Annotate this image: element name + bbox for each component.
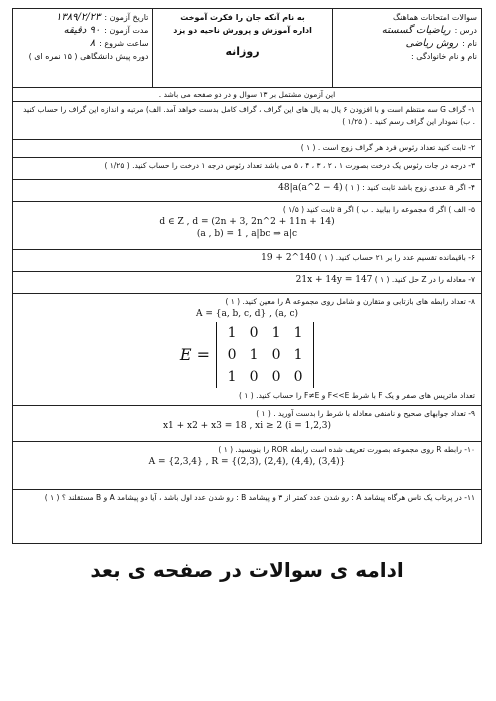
subject-value: ریاضیات گسسته <box>381 25 451 36</box>
matrix-cell: 0 <box>227 347 237 363</box>
question-10-formula: A = {2,3,4} , R = {(2,3), (2,4), (4,4), (3,4)} <box>148 457 346 467</box>
question-11-text: ۱۱- در پرتاب یک تاس هرگاه پیشامد A : رو شدن عدد کمتر از ۳ و پیشامد B : رو شدن عدد اول باشد ، آیا دو پیشامد A و B مستقلند ؟ ( ۱ ) <box>44 493 475 502</box>
question-5-text: ۵- الف ) اگر d مجموعه را بیابید . ب ) اگر a ثابت کنید ( ۱/۵ ) <box>282 205 475 214</box>
header-left-panel <box>13 9 152 87</box>
matrix-cell: 1 <box>293 325 303 341</box>
question-4 <box>12 180 482 202</box>
matrix-cell: 1 <box>227 369 237 385</box>
question-1-text: ۱- گراف G سه منتظم است و با افزودن ۶ یال به یال های این گراف ، گراف کامل بدست خواهد آمد. الف) مرتبه و اندازه این گراف را حساب کنید . ب) نمودار این گراف رسم کنید . ( ۱/۲۵ ) <box>23 105 475 126</box>
matrix-e-grid <box>216 322 314 388</box>
date-row <box>17 11 148 24</box>
matrix-cell: 0 <box>293 369 303 385</box>
question-3 <box>12 158 482 180</box>
question-6 <box>12 250 482 272</box>
question-5 <box>12 202 482 250</box>
duration-row <box>17 24 148 37</box>
subject-row <box>337 24 477 37</box>
start-row <box>17 37 148 50</box>
date-value: ۱۳۸۹/۲/۲۳ <box>55 12 101 23</box>
question-7-formula: 21x + 14y = 147 <box>295 275 373 285</box>
question-8-set: A = {a, b, c, d} , (a, c) <box>195 309 299 319</box>
matrix-cell: 1 <box>293 347 303 363</box>
question-4-text: ۴- اگر a عددی زوج باشد ثابت کنید : ( ۱ ) <box>345 183 475 192</box>
teacher-label: نام : <box>462 39 477 48</box>
question-8b-text: تعداد ماتریس های صفر و یک F با شرط F<<E و F≠E را حساب کنید. ( ۱ ) <box>239 391 475 400</box>
grade-label: دوره پیش دانشگاهی ( ۱۵ نمره ای ) <box>28 52 149 61</box>
question-7 <box>12 272 482 294</box>
question-2-text: ۲- ثابت کنید تعداد رئوس فرد هر گراف زوج است . ( ۱ ) <box>300 143 475 152</box>
matrix-cell: 1 <box>271 325 281 341</box>
session-type: روزانه <box>225 45 260 58</box>
duration-label: مدت آزمون : <box>104 26 149 35</box>
header-middle-panel <box>152 9 331 87</box>
matrix-cell: 0 <box>249 325 259 341</box>
subject-label: درس : <box>454 26 477 35</box>
matrix-cell: 1 <box>227 325 237 341</box>
school-line: سوالات امتحانات هماهنگ <box>392 13 477 22</box>
question-6-formula: 19 + 2^140 <box>261 253 317 263</box>
question-3-text: ۳- درجه در جات رئوس یک درخت بصورت ۱ ، ۲ ، ۳ ، ۴ ، ۵ می باشد تعداد رئوس درجه ۱ درخت را حساب کنید. ( ۱/۲۵ ) <box>104 161 475 170</box>
teacher-row <box>337 37 477 50</box>
exam-header <box>12 8 482 88</box>
header-right-panel <box>332 9 481 87</box>
matrix-e <box>19 322 475 388</box>
basmala-line: به نام آنکه جان را فکرت آموخت <box>180 13 305 22</box>
question-8-text: ۸- تعداد رابطه های بازتابی و متقارن و شامل روی مجموعه A را معین کنید. ( ۱ ) <box>225 297 475 306</box>
matrix-e-label: E = <box>179 345 211 364</box>
matrix-cell: 0 <box>271 347 281 363</box>
exam-sheet <box>12 8 482 582</box>
teacher-value: روش ریاضی <box>405 38 459 49</box>
matrix-cell: 0 <box>249 369 259 385</box>
question-8 <box>12 294 482 406</box>
continued-next-page: ادامه ی سوالات در صفحه ی بعد <box>90 558 404 582</box>
question-9 <box>12 406 482 442</box>
start-label: ساعت شروع : <box>99 39 149 48</box>
exam-info-bar: این آزمون مشتمل بر ۱۳ سوال و در دو صفحه می باشد . <box>12 88 482 102</box>
question-6-text: ۶- باقیمانده تقسیم عدد را بر ۲۱ حساب کنید. ( ۱ ) <box>318 253 475 262</box>
question-2 <box>12 140 482 158</box>
question-1 <box>12 102 482 140</box>
question-11 <box>12 490 482 544</box>
question-10-text: ۱۰- رابطه R روی مجموعه بصورت تعریف شده است رابطه ROR را بنویسید. ( ۱ ) <box>218 445 475 454</box>
question-5a-formula: d ∈ Z , d = (2n + 3, 2n^2 + 11n + 14) <box>159 217 335 227</box>
question-5b-formula: (a , b) = 1 , a|bc ⇒ a|c <box>196 229 298 239</box>
date-label: تاریخ آزمون : <box>104 13 149 22</box>
question-9-formula: x1 + x2 + x3 = 18 , xi ≥ 2 (i = 1,2,3) <box>162 421 332 431</box>
question-7-text: ۷- معادله را در Z حل کنید. ( ۱ ) <box>374 275 475 284</box>
question-9-text: ۹- تعداد جوابهای صحیح و نامنفی معادله با شرط را بدست آورید . ( ۱ ) <box>256 409 475 418</box>
matrix-cell: 1 <box>249 347 259 363</box>
start-value: ۸ <box>89 38 96 49</box>
office-line: اداره آموزش و پرورش ناحیه دو یزد <box>173 26 312 35</box>
student-name-label: نام و نام خانوادگی : <box>411 52 477 61</box>
question-4-formula: 48|a(a^2 − 4) <box>278 183 343 193</box>
matrix-cell: 0 <box>271 369 281 385</box>
question-10 <box>12 442 482 490</box>
duration-value: ۹۰ دقیقه <box>63 25 101 36</box>
